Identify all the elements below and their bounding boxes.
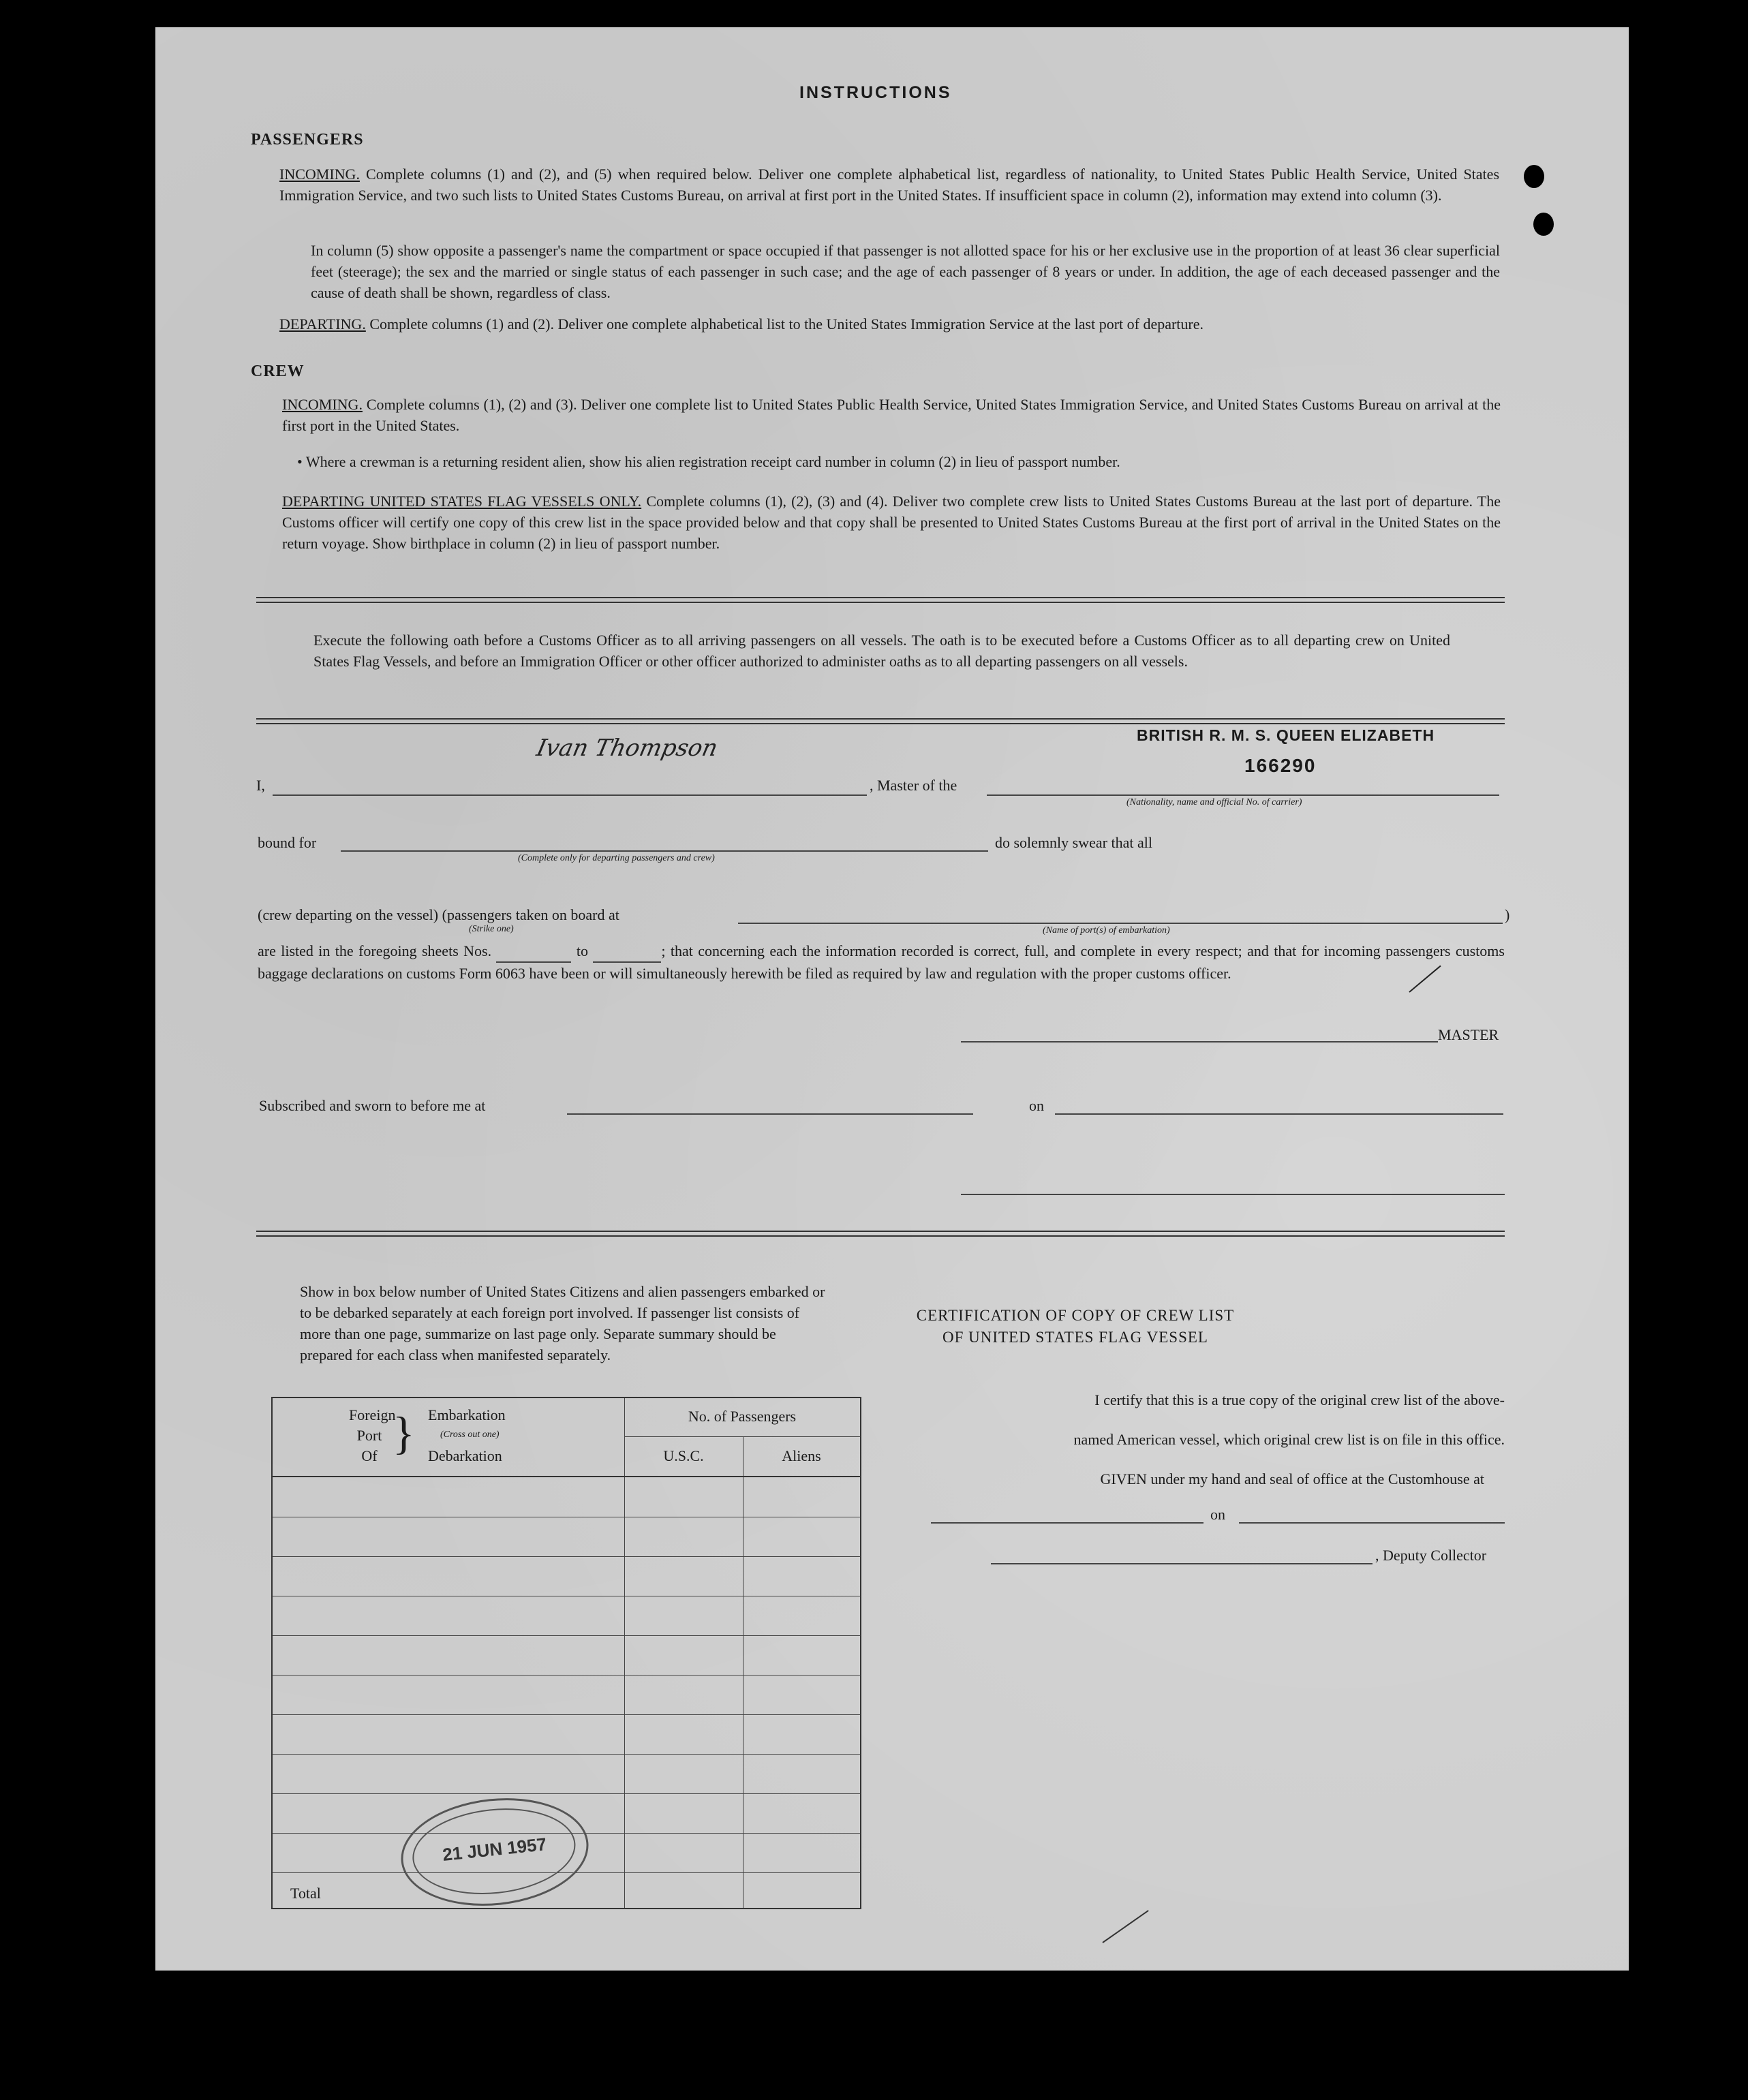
subscribed-date-line[interactable] xyxy=(1055,1113,1503,1115)
passengers-departing-label: DEPARTING. xyxy=(279,315,366,333)
vessel-name: BRITISH R. M. S. QUEEN ELIZABETH xyxy=(1137,726,1435,744)
crew-resident-note-text: Where a crewman is a returning resident alien, show his alien registration receipt card number in column (2) in lieu of passport number. xyxy=(305,453,1120,470)
col-aliens: Aliens xyxy=(782,1447,821,1464)
listed-paragraph xyxy=(258,940,1505,984)
col-port: Port xyxy=(356,1427,382,1444)
crew-departing-paragraph xyxy=(282,491,1501,554)
stamp-date: 21 JUN 1957 xyxy=(441,1834,548,1865)
ports-caption: (Name of port(s) of embarkation) xyxy=(1043,925,1170,936)
master-signature: Ivan Thompson xyxy=(534,735,720,762)
master-of-the-label: , Master of the xyxy=(870,777,957,794)
divider-3 xyxy=(256,1231,1505,1237)
bound-for-label: bound for xyxy=(258,834,317,851)
subscribed-on-label: on xyxy=(1029,1097,1044,1114)
divider-1 xyxy=(256,597,1505,603)
swear-label: do solemnly swear that all xyxy=(995,834,1152,851)
col-foreign: Foreign xyxy=(349,1406,396,1423)
sheet-from-field[interactable] xyxy=(496,940,571,963)
crew-heading: CREW xyxy=(251,362,305,380)
table-row-line xyxy=(273,1675,860,1676)
form-sheet xyxy=(155,27,1629,1971)
passengers-heading: PASSENGERS xyxy=(251,131,364,149)
certification-on-label: on xyxy=(1210,1506,1225,1523)
table-header-sub-line xyxy=(624,1436,860,1437)
strike-one-caption: (Strike one) xyxy=(469,924,514,934)
sheet-to-field[interactable] xyxy=(593,940,661,963)
col-usc: U.S.C. xyxy=(663,1447,704,1464)
listed-text-2: ; that concerning each the information recorded is correct, full, and complete in every respect; xyxy=(661,942,1242,959)
listed-text-3: and that for incoming passengers customs baggage declarations on customs Form 6063 have been or will simultaneously herewith be filed as required by law and regulation with the proper customs officer. xyxy=(258,942,1505,982)
crew-incoming-paragraph xyxy=(282,394,1501,436)
passengers-incoming-text: Complete columns (1) and (2), and (5) when required below. Deliver one complete alphabetical list, regardless of nationality, to United States Public Health Service, United States Immigration Service, and two such lists to United States Customs Bureau, on arrival at first port in the United States. If insufficient space in column (2), information may extend into column (3). xyxy=(279,166,1500,204)
col-no-passengers: No. of Passengers xyxy=(688,1408,797,1425)
punch-hole-icon xyxy=(1533,213,1554,236)
punch-hole-icon xyxy=(1524,165,1544,188)
i-label: I, xyxy=(256,777,265,794)
total-label: Total xyxy=(290,1885,321,1902)
listed-to-label: to xyxy=(576,942,588,959)
subscribed-place-line[interactable] xyxy=(567,1113,973,1115)
listed-text-1: are listed in the foregoing sheets Nos. xyxy=(258,942,492,959)
oath-intro: Execute the following oath before a Customs Officer as to all arriving passengers on all vessels. The oath is to be executed before a Customs Officer as to all departing crew on United States Flag Vessels, and before an Immigration Officer or other officer authorized to administer oaths as to all departing passengers on all vessels. xyxy=(313,632,1450,670)
certification-given: GIVEN under my hand and seal of office at the Customhouse at xyxy=(1100,1470,1484,1487)
certification-line-1: I certify that this is a true copy of the original crew list of the above- xyxy=(1094,1391,1505,1408)
brace-icon: } xyxy=(393,1407,415,1459)
master-name-line[interactable] xyxy=(273,794,867,796)
deputy-collector-line[interactable] xyxy=(991,1563,1373,1564)
subscribed-label: Subscribed and sworn to before me at xyxy=(259,1097,486,1114)
certification-title-1: CERTIFICATION OF COPY OF CREW LIST xyxy=(916,1307,1235,1324)
customhouse-date-line[interactable] xyxy=(1239,1522,1505,1524)
passengers-incoming-label: INCOMING. xyxy=(279,166,360,183)
crew-incoming-label: INCOMING. xyxy=(282,396,363,413)
passengers-departing-paragraph xyxy=(279,313,1499,335)
passengers-incoming-paragraph xyxy=(279,164,1499,206)
summary-instructions: Show in box below number of United States Citizens and alien passengers embarked or to be debarked separately at each foreign port involved. If passenger list consists of more than one page, summarize on last page only. Separate summary should be prepared for each class when manifested separately. xyxy=(300,1283,825,1363)
table-row-line xyxy=(273,1793,860,1794)
table-row-line xyxy=(273,1556,860,1557)
crew-resident-note: • Where a crewman is a returning resident alien, show his alien registration receipt card number in column (2) in lieu of passport number. xyxy=(297,453,1120,470)
close-paren: ) xyxy=(1505,906,1510,923)
passenger-summary-table xyxy=(271,1397,861,1909)
divider-2 xyxy=(256,718,1505,724)
col-embarkation: Embarkation xyxy=(428,1406,506,1423)
passengers-departing-text: Complete columns (1) and (2). Deliver one complete alphabetical list to the United States Immigration Service at the last port of departure. xyxy=(369,315,1204,333)
embarkation-ports-line[interactable] xyxy=(738,923,1503,924)
instructions-title: INSTRUCTIONS xyxy=(799,83,952,102)
table-col-divider-1 xyxy=(624,1398,625,1908)
col-of: Of xyxy=(361,1447,378,1464)
deputy-collector-label: , Deputy Collector xyxy=(1375,1547,1487,1564)
crew-departing-label: (crew departing on the vessel) (passengers taken on board at xyxy=(258,906,619,923)
col-cross: (Cross out one) xyxy=(440,1430,500,1440)
column5-paragraph: In column (5) show opposite a passenger's name the compartment or space occupied if that passenger is not allotted space for his or her exclusive use in the proportion of at least 36 clear superficial feet (steerage); the sex and the married or single status of each passenger in such case; and the age of each passenger of 8 years or under. In addition, the age of each deceased passenger and the cause of death shall be shown, regardless of class. xyxy=(311,242,1500,301)
master-signature-line[interactable] xyxy=(961,1041,1438,1043)
crew-incoming-text: Complete columns (1), (2) and (3). Deliver one complete list to United States Public Health Service, United States Immigration Service, and United States Customs Bureau on arrival at the first port in the United States. xyxy=(282,396,1501,434)
table-header-line xyxy=(273,1476,860,1477)
bound-for-caption: (Complete only for departing passengers and crew) xyxy=(518,853,715,863)
crew-departing-label: DEPARTING UNITED STATES FLAG VESSELS ONLY. xyxy=(282,493,642,510)
table-row-line xyxy=(273,1754,860,1755)
certification-title-2: OF UNITED STATES FLAG VESSEL xyxy=(942,1329,1208,1346)
pen-mark-icon xyxy=(1102,1910,1148,1943)
vessel-line[interactable] xyxy=(987,794,1499,796)
bound-for-line[interactable] xyxy=(341,850,988,852)
table-row-line xyxy=(273,1635,860,1636)
crew-departing-text: Complete columns (1), (2), (3) and (4). Deliver two complete crew lists to United States Customs Bureau at the last port of departure. The Customs officer will certify one copy of this crew list in the space provided below and that copy shall be presented to United States Customs Bureau at the first port of arrival in the United States on the return voyage. Show birthplace in column (2) in lieu of passport number. xyxy=(282,493,1501,552)
vessel-caption: (Nationality, name and official No. of carrier) xyxy=(1126,797,1302,807)
col-debarkation: Debarkation xyxy=(428,1447,502,1464)
certification-line-2: named American vessel, which original crew list is on file in this office. xyxy=(1073,1431,1505,1448)
official-number: 166290 xyxy=(1244,755,1317,776)
customhouse-place-line[interactable] xyxy=(931,1522,1203,1524)
table-row-line xyxy=(273,1714,860,1715)
officer-signature-line[interactable] xyxy=(961,1194,1505,1195)
customs-stamp xyxy=(396,1789,594,1915)
master-label: MASTER xyxy=(1438,1026,1499,1043)
